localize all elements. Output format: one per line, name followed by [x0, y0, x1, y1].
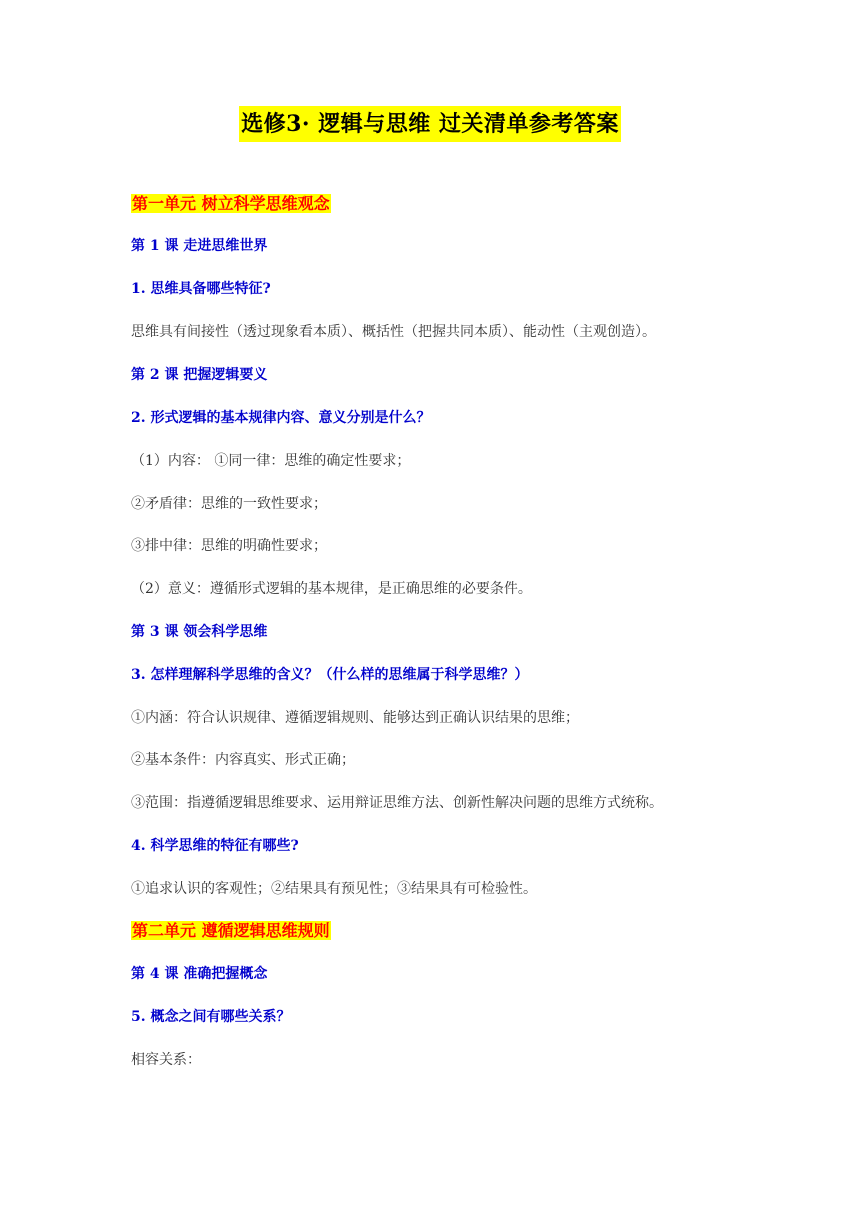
answer-4: ①追求认识的客观性；②结果具有预见性；③结果具有可检验性。: [131, 881, 537, 897]
lesson-heading-2: 第 2 课 把握逻辑要义: [131, 367, 268, 383]
question-4: 4. 科学思维的特征有哪些?: [131, 838, 299, 854]
answer-3-line-2: ②基本条件：内容真实、形式正确；: [131, 752, 355, 768]
unit-heading-1-text: 第一单元 树立科学思维观念: [132, 194, 330, 213]
lesson-heading-1: 第 1 课 走进思维世界: [131, 238, 268, 254]
answer-1: 思维具有间接性（透过现象看本质）、概括性（把握共同本质）、能动性（主观创造）。: [131, 324, 656, 340]
unit-heading-2-text: 第二单元 遵循逻辑思维规则: [132, 921, 330, 940]
answer-2-line-2: ②矛盾律：思维的一致性要求；: [131, 496, 327, 512]
answer-2-line-1: （1）内容： ①同一律：思维的确定性要求；: [131, 453, 411, 469]
answer-2-line-4: （2）意义：遵循形式逻辑的基本规律，是正确思维的必要条件。: [131, 581, 532, 597]
question-1: 1. 思维具备哪些特征?: [131, 281, 271, 297]
lesson-heading-3: 第 3 课 领会科学思维: [131, 624, 268, 640]
question-2: 2. 形式逻辑的基本规律内容、意义分别是什么？: [131, 410, 431, 426]
unit-heading-2: [131, 919, 331, 943]
document-title: 选修3· 逻辑与思维 过关清单参考答案: [239, 106, 621, 142]
question-5: 5. 概念之间有哪些关系？: [131, 1009, 291, 1025]
answer-5-line-1: 相容关系：: [131, 1052, 201, 1068]
question-3: 3. 怎样理解科学思维的含义？（什么样的思维属于科学思维？）: [131, 667, 529, 683]
document-title-row: [0, 106, 860, 142]
answer-2-line-3: ③排中律：思维的明确性要求；: [131, 538, 327, 554]
lesson-heading-4: 第 4 课 准确把握概念: [131, 966, 268, 982]
unit-heading-1: [131, 192, 331, 216]
answer-3-line-3: ③范围：指遵循逻辑思维要求、运用辩证思维方法、创新性解决问题的思维方式统称。: [131, 795, 663, 811]
answer-3-line-1: ①内涵：符合认识规律、遵循逻辑规则、能够达到正确认识结果的思维；: [131, 710, 579, 726]
